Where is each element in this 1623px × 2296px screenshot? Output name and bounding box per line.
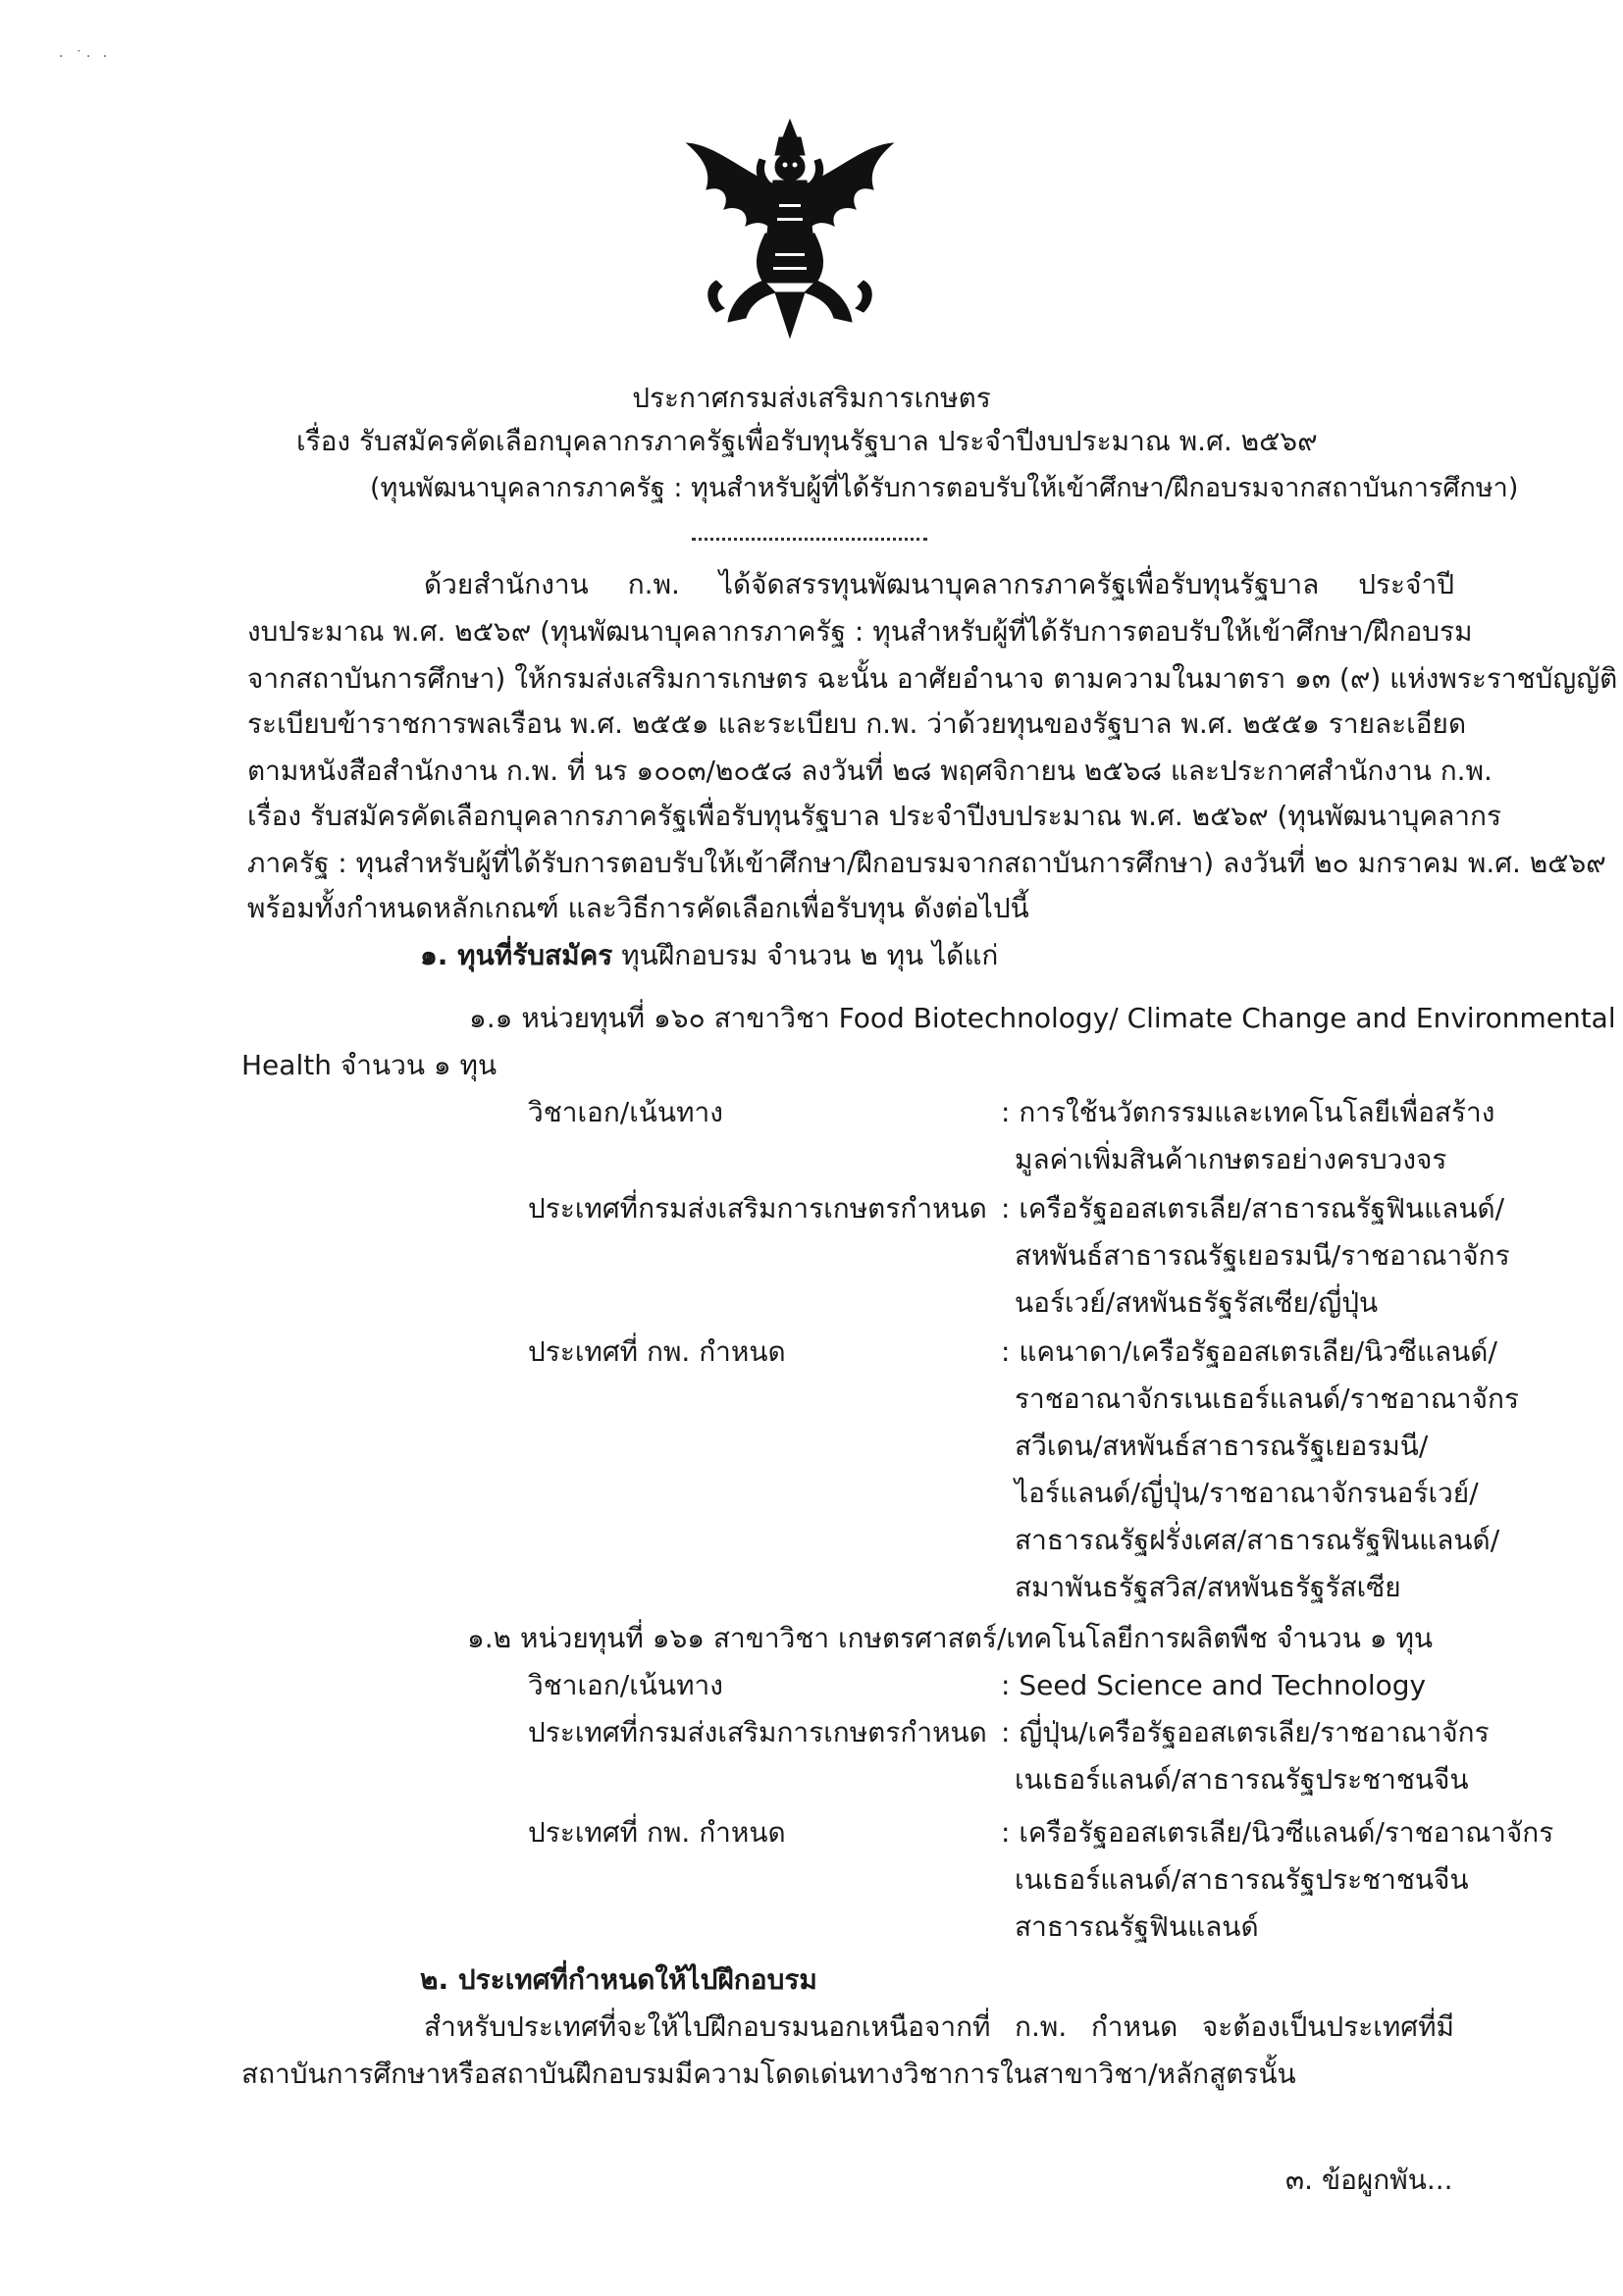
section-1-heading-rest: ทุนฝึกอบรม จำนวน ๒ ทุน ได้แก่ [612,939,999,971]
subject-line: เรื่อง รับสมัครคัดเลือกบุคลากรภาครัฐเพื่อรับทุนรัฐบาล ประจำปีงบประมาณ พ.ศ. ๒๕๖๙ [296,425,1318,457]
dotted-divider [692,538,927,541]
unit-2-ocsc-value-3: สาธารณรัฐฟินแลนด์ [1015,1910,1259,1943]
section-2-body-line-2: สถาบันการศึกษาหรือสถาบันฝึกอบรมมีความโดดเด่นทางวิชาการในสาขาวิชา/หลักสูตรนั้น [241,2058,1296,2090]
unit-1-ocsc-label: ประเทศที่ กพ. กำหนด [528,1335,786,1368]
unit-2-ocsc-value-2: เนเธอร์แลนด์/สาธารณรัฐประชาชนจีน [1015,1863,1469,1896]
unit-2-dept-value-1: : ญี่ปุ่น/เครือรัฐออสเตรเลีย/ราชอาณาจักร [1001,1716,1490,1748]
unit-1-dept-value-1: : เครือรัฐออสเตรเลีย/สาธารณรัฐฟินแลนด์/ [1001,1192,1505,1225]
unit-1-ocsc-value-4: ไอร์แลนด์/ญี่ปุ่น/ราชอาณาจักรนอร์เวย์/ [1015,1477,1479,1509]
agency-title: ประกาศกรมส่งเสริมการเกษตร [632,382,991,414]
continuation-marker: ๓. ข้อผูกพัน... [1285,2164,1453,2196]
intro-line-7: ภาครัฐ : ทุนสำหรับผู้ที่ได้รับการตอบรับให้เข้าศึกษา/ฝึกอบรมจากสถาบันการศึกษา) ลงวันที่ ๒๐ มกราคม พ.ศ. ๒๕๖๙ [247,847,1606,879]
intro-line-5: ตามหนังสือสำนักงาน ก.พ. ที่ นร ๑๐๐๓/๒๐๕๘ ลงวันที่ ๒๘ พฤศจิกายน ๒๕๖๘ และประกาศสำนักงาน ก.พ. [247,755,1492,787]
unit-1-dept-value-2: สหพันธ์สาธารณรัฐเยอรมนี/ราชอาณาจักร [1015,1239,1510,1272]
unit-1-dept-value-3: นอร์เวย์/สหพันธรัฐรัสเซีย/ญี่ปุ่น [1015,1286,1379,1319]
unit-1-ocsc-value-6: สมาพันธรัฐสวิส/สหพันธรัฐรัสเซีย [1015,1571,1401,1603]
scan-specks: · ˙· · [59,49,112,65]
intro-line-2: งบประมาณ พ.ศ. ๒๕๖๙ (ทุนพัฒนาบุคลากรภาครัฐ : ทุนสำหรับผู้ที่ได้รับการตอบรับให้เข้าศึกษา/ฝึกอบรม [247,615,1473,648]
unit-1-ocsc-value-2: ราชอาณาจักรเนเธอร์แลนด์/ราชอาณาจักร [1015,1383,1519,1415]
section-2-heading: ๒. ประเทศที่กำหนดให้ไปฝึกอบรม [420,1963,817,1996]
subtitle-line: (ทุนพัฒนาบุคลากรภาครัฐ : ทุนสำหรับผู้ที่ได้รับการตอบรับให้เข้าศึกษา/ฝึกอบรมจากสถาบันการศึกษา) [370,473,1519,503]
unit-1-ocsc-value-1: : แคนาดา/เครือรัฐออสเตรเลีย/นิวซีแลนด์/ [1001,1335,1497,1368]
unit-2-ocsc-label: ประเทศที่ กพ. กำหนด [528,1816,786,1849]
unit-2-ocsc-value-1: : เครือรัฐออสเตรเลีย/นิวซีแลนด์/ราชอาณาจักร [1001,1816,1554,1849]
unit-1-ocsc-value-3: สวีเดน/สหพันธ์สาธารณรัฐเยอรมนี/ [1015,1430,1429,1462]
intro-line-1: ด้วยสำนักงาน ก.พ. ได้จัดสรรทุนพัฒนาบุคลากรภาครัฐเพื่อรับทุนรัฐบาล ประจำปี [424,568,1454,600]
unit-1-major-value-1: : การใช้นวัตกรรมและเทคโนโลยีเพื่อสร้าง [1001,1096,1495,1128]
unit-1-ocsc-value-5: สาธารณรัฐฝรั่งเศส/สาธารณรัฐฟินแลนด์/ [1015,1524,1500,1556]
intro-line-6: เรื่อง รับสมัครคัดเลือกบุคลากรภาครัฐเพื่อรับทุนรัฐบาล ประจำปีงบประมาณ พ.ศ. ๒๕๖๙ (ทุนพัฒนาบุคลากร [247,800,1501,832]
thai-garuda-emblem-icon [677,116,903,341]
section-2-body-line-1: สำหรับประเทศที่จะให้ไปฝึกอบรมนอกเหนือจากที่ ก.พ. กำหนด จะต้องเป็นประเทศที่มี [424,2010,1454,2043]
unit-1-major-label: วิชาเอก/เน้นทาง [528,1096,723,1128]
section-1-heading-bold: ๑. ทุนที่รับสมัคร [420,939,613,971]
unit-2-major-label: วิชาเอก/เน้นทาง [528,1669,723,1701]
unit-2-dept-label: ประเทศที่กรมส่งเสริมการเกษตรกำหนด [528,1716,987,1748]
unit-2-major-value-1: : Seed Science and Technology [1001,1669,1427,1701]
unit-2-dept-value-2: เนเธอร์แลนด์/สาธารณรัฐประชาชนจีน [1015,1763,1469,1796]
intro-line-8: พร้อมทั้งกำหนดหลักเกณฑ์ และวิธีการคัดเลือกเพื่อรับทุน ดังต่อไปนี้ [247,892,1029,924]
unit-1-major-value-2: มูลค่าเพิ่มสินค้าเกษตรอย่างครบวงจร [1015,1143,1447,1175]
intro-line-4: ระเบียบข้าราชการพลเรือน พ.ศ. ๒๕๕๑ และระเบียบ ก.พ. ว่าด้วยทุนของรัฐบาล พ.ศ. ๒๕๕๑ รายละเอียด [247,707,1467,740]
unit-1-dept-label: ประเทศที่กรมส่งเสริมการเกษตรกำหนด [528,1192,987,1225]
section-1-heading [420,934,998,977]
intro-line-3: จากสถาบันการศึกษา) ให้กรมส่งเสริมการเกษตร ฉะนั้น อาศัยอำนาจ ตามความในมาตรา ๑๓ (๙) แห่งพระราชบัญญัติ [247,662,1618,695]
unit-1-title-line-1: ๑.๑ หน่วยทุนที่ ๑๖๐ สาขาวิชา Food Biotechnology/ Climate Change and Environmental [469,1002,1616,1034]
unit-2-title-line-1: ๑.๒ หน่วยทุนที่ ๑๖๑ สาขาวิชา เกษตรศาสตร์/เทคโนโลยีการผลิตพืช จำนวน ๑ ทุน [467,1622,1434,1654]
unit-1-title-line-2: Health จำนวน ๑ ทุน [241,1049,497,1081]
